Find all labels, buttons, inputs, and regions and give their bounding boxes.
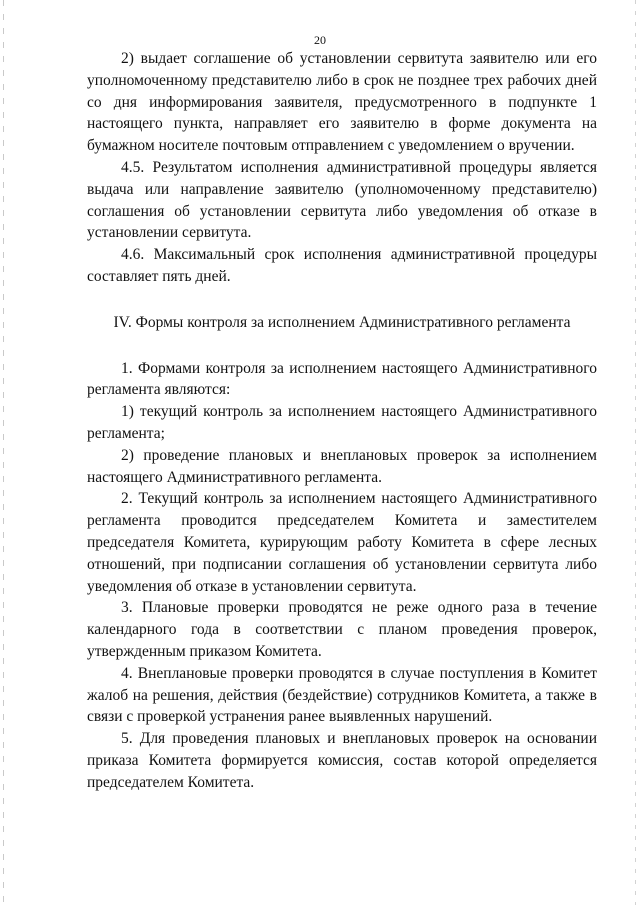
paragraph-4-5: 4.5. Результатом исполнения административной процедуры является выдача или направление заявителю (уполномоченному представителю) соглашения об установлении сервитута либо уведомления об отказе в установлении сервитута. — [87, 158, 597, 242]
paragraph-iv-2: 2. Текущий контроль за исполнением настоящего Административного регламента проводится председателем Комитета и заместителем председателя Комитета, курирующим работу Комитета в сфере лесных отношений, при подписании соглашения об установлении сервитута либо уведомления об отказе в установлении сервитута. — [87, 490, 597, 595]
document-body — [87, 48, 597, 794]
paragraph-iv-5: 5. Для проведения плановых и внеплановых проверок на основании приказа Комитета формируется комиссия, состав которой определяется председателем Комитета. — [87, 730, 597, 791]
paragraph-iv-1: 1. Формами контроля за исполнением настоящего Административного регламента являются: — [87, 359, 597, 399]
paragraph-4-6: 4.6. Максимальный срок исполнения административной процедуры составляет пять дней. — [87, 246, 597, 285]
paragraph-4-4-item-2: 2) выдает соглашение об установлении сервитута заявителю или его уполномоченному представителю либо в срок не позднее трех рабочих дней со дня информирования заявителя, предусмотренного в подпункте 1 настоящего пункта, направляет его заявителю в форме документа на бумажном носителе почтовым отправлением с уведомлением о вручении. — [87, 50, 597, 155]
section-heading: IV. Формы контроля за исполнением Административного регламента — [113, 313, 571, 331]
paragraph-iv-4: 4. Внеплановые проверки проводятся в случае поступления в Комитет жалоб на решения, действия (бездействие) сотрудников Комитета, а также в связи с проверкой устранения ранее выявленных нарушений. — [87, 664, 597, 726]
scan-edge-right — [635, 0, 636, 905]
paragraph-iv-1-item-2: 2) проведение плановых и внеплановых проверок за исполнением настоящего Административного регламента. — [87, 446, 597, 486]
scan-edge-left — [3, 0, 4, 905]
paragraph-iv-3: 3. Плановые проверки проводятся не реже одного раза в течение календарного года в соответствии с планом проведения проверок, утвержденным приказом Комитета. — [87, 599, 597, 660]
page-number: 20 — [314, 33, 326, 47]
paragraph-iv-1-item-1: 1) текущий контроль за исполнением настоящего Административного регламента; — [87, 403, 597, 442]
